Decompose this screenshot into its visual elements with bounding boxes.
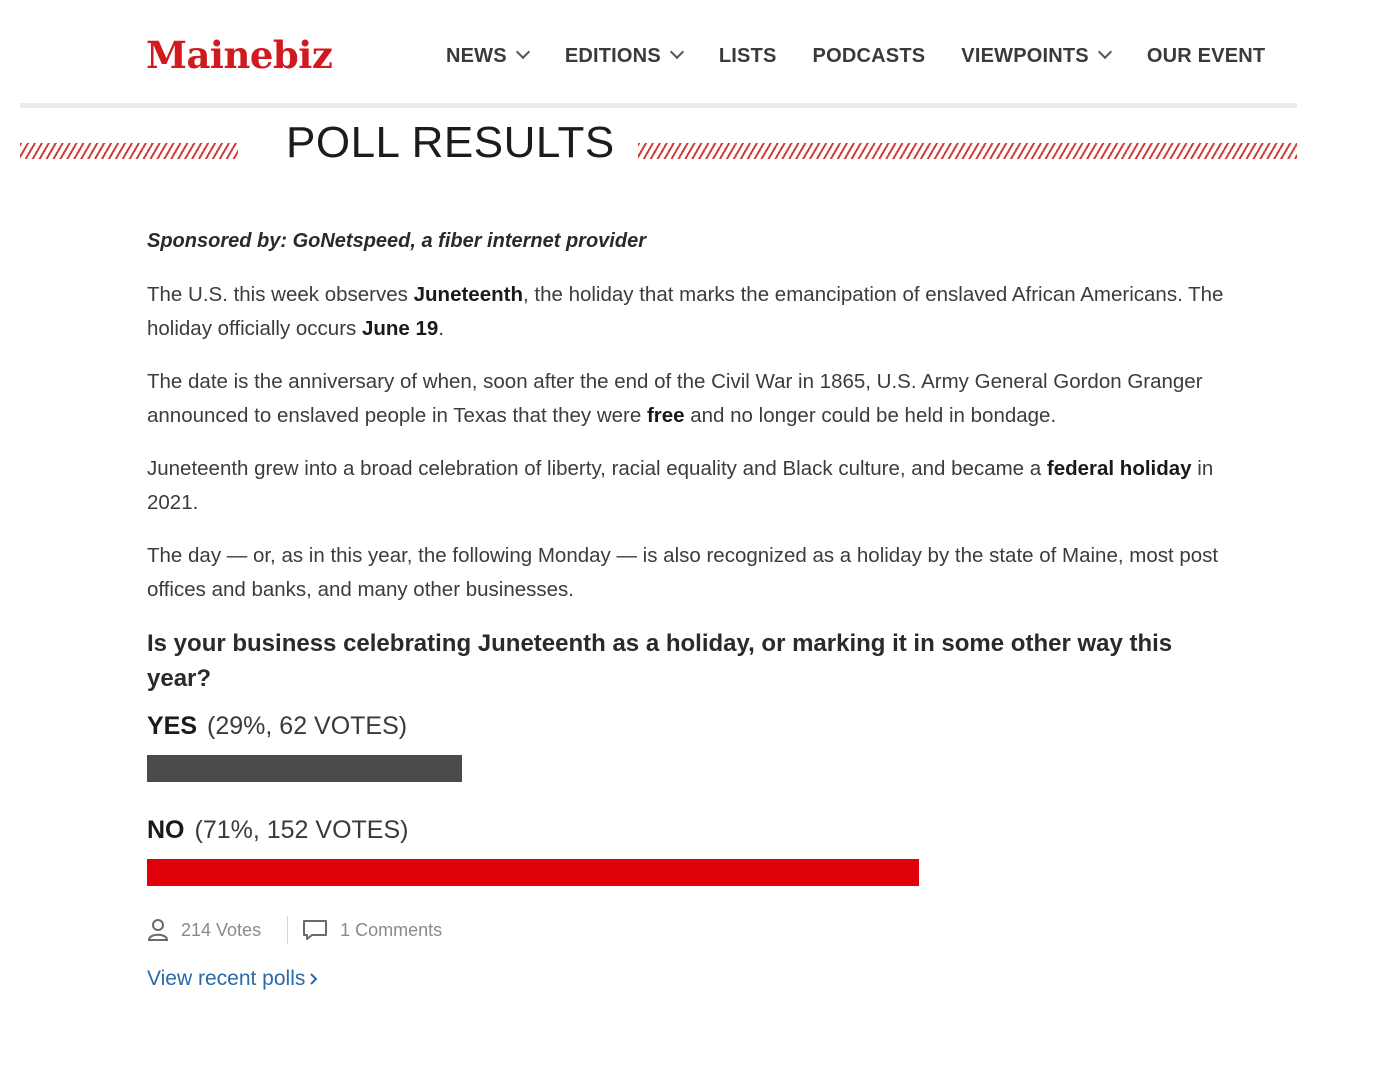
poll-answer-option: YES <box>147 712 198 740</box>
sponsor-line: Sponsored by: GoNetspeed, a fiber internet provider <box>147 230 646 252</box>
poll-result-bar-yes <box>147 755 462 782</box>
chevron-down-icon <box>1099 47 1111 59</box>
nav-item-news[interactable] <box>446 45 529 68</box>
nav-item-podcasts[interactable] <box>813 45 926 68</box>
nav-item-label: VIEWPOINTS <box>961 44 1089 67</box>
poll-answer-option: NO <box>147 816 185 844</box>
view-recent-polls-link[interactable] <box>147 964 319 994</box>
chevron-down-icon <box>671 47 683 59</box>
total-votes: 214 Votes <box>181 920 262 940</box>
main-nav <box>446 40 1265 72</box>
nav-item-label: NEWS <box>446 44 507 67</box>
site-logo[interactable]: Mainebiz <box>146 33 333 77</box>
poll-answer-detail: (71%, 152 VOTES) <box>194 816 409 844</box>
nav-item-label: PODCASTS <box>812 44 926 67</box>
comment-icon[interactable] <box>302 918 328 942</box>
poll-meta <box>147 916 1247 944</box>
nav-item-label: LISTS <box>718 44 777 67</box>
poll-bar-track <box>147 859 1147 886</box>
decorative-hatch-right <box>638 143 1297 159</box>
nav-item-our-event[interactable] <box>1147 45 1265 68</box>
poll-answer-label <box>147 814 1247 846</box>
page-title: POLL RESULTS <box>286 118 615 167</box>
article-paragraph: The day — or, as in this year, the following Monday — is also recognized as a holiday by the state of Maine, most post offices and banks, and many other businesses. <box>147 544 1219 601</box>
nav-item-lists[interactable] <box>719 45 777 68</box>
poll-answer-yes <box>147 710 1247 782</box>
article-paragraph: Juneteenth grew into a broad celebration of liberty, racial equality and Black culture, and became a federal holiday in 2021. <box>147 457 1214 514</box>
nav-item-viewpoints[interactable] <box>961 45 1111 68</box>
emphasis-text: Juneteenth <box>413 283 523 306</box>
nav-item-label: EDITIONS <box>564 44 661 67</box>
header-divider <box>20 103 1297 108</box>
article-paragraph: The U.S. this week observes Juneteenth, the holiday that marks the emancipation of enslaved African Americans. The holiday officially occurs June 19. <box>147 283 1224 340</box>
chevron-down-icon <box>517 47 529 59</box>
poll-answer-label <box>147 710 1247 742</box>
poll-result-bar-no <box>147 859 919 886</box>
emphasis-text: free <box>646 404 685 427</box>
poll-article <box>147 226 1247 994</box>
nav-item-label: OUR EVENT <box>1146 44 1266 67</box>
chevron-right-icon <box>309 972 319 986</box>
site-header <box>0 0 1392 108</box>
meta-divider <box>287 916 288 944</box>
decorative-hatch-left <box>20 143 238 159</box>
poll-answer-detail: (29%, 62 VOTES) <box>207 712 408 740</box>
emphasis-text: June 19 <box>361 317 439 340</box>
emphasis-text: federal holiday <box>1046 457 1192 480</box>
poll-question: Is your business celebrating Juneteenth as a holiday, or marking it in some other way this year? <box>147 630 1173 692</box>
view-recent-polls-label: View recent polls <box>147 967 306 990</box>
poll-answer-no <box>147 814 1247 886</box>
user-icon <box>147 918 169 942</box>
article-paragraph: The date is the anniversary of when, soon after the end of the Civil War in 1865, U.S. Army General Gordon Granger announced to enslaved people in Texas that they were free and no longer could be held in bondage. <box>147 370 1203 427</box>
view-recent-wrap <box>147 964 1247 994</box>
nav-item-editions[interactable] <box>565 45 683 68</box>
comments-count[interactable]: 1 Comments <box>340 920 443 940</box>
poll-bar-track <box>147 755 1147 782</box>
